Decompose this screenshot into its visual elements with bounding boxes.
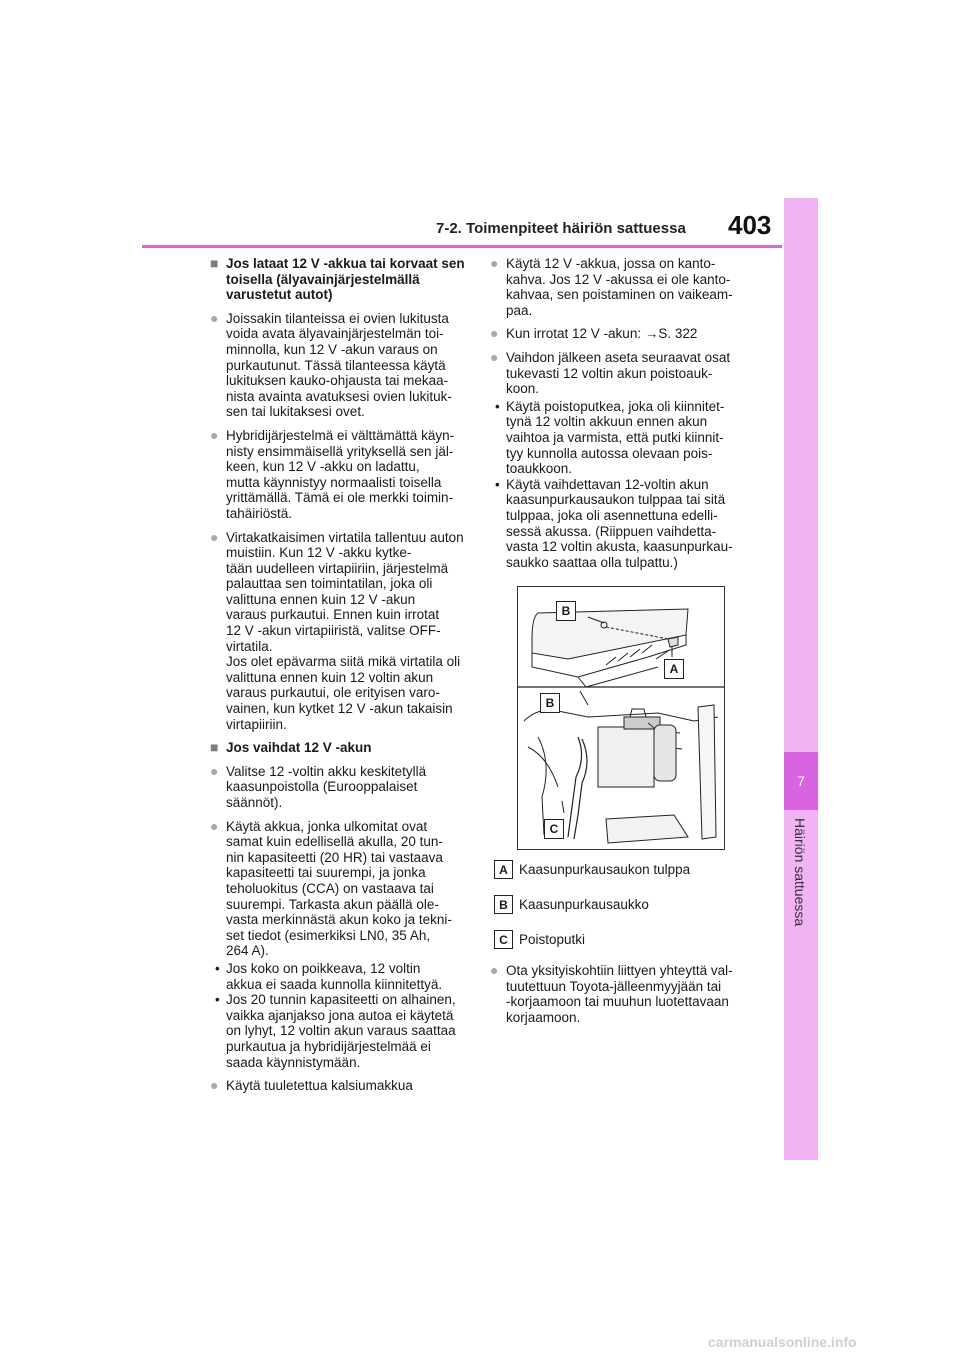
bullet-icon: • [495, 476, 500, 492]
circle-bullet-icon: ● [210, 762, 219, 779]
circle-bullet-icon: ● [210, 528, 219, 545]
paragraph-text: Vaihdon jälkeen aseta seuraavat osat tukevasti 12 voltin akun poistoauk- koon. [506, 349, 731, 397]
paragraph [210, 530, 466, 733]
left-column [210, 256, 466, 1102]
circle-bullet-icon: ● [490, 962, 499, 978]
bullet-icon: • [495, 398, 500, 414]
circle-bullet-icon: ● [490, 348, 499, 365]
bullet-list [210, 961, 466, 1070]
paragraph [210, 819, 466, 959]
circle-bullet-icon: ● [210, 1077, 219, 1094]
heading-text: Jos lataat 12 V -akkua tai korvaat sen toisella (älyavainjärjestelmällä varustetut autot) [226, 256, 465, 303]
list-item-text: Käytä poistoputkea, joka oli kiinnitet- tynä 12 voltin akkuun ennen akun vaihtoa ja varmista, että putki kiinnit- tyy kunnolla autossa olevaan pois- toaukkoon. [506, 398, 725, 477]
paragraph [490, 326, 746, 342]
list-item [210, 992, 466, 1070]
figure-label-b: B [556, 601, 576, 621]
paragraph [490, 256, 746, 318]
list-item-text: Jos koko on poikkeava, 12 voltin akkua ei saada kunnolla kiinnitettyä. [226, 960, 443, 992]
bullet-icon: • [215, 992, 220, 1008]
heading-charging [210, 256, 466, 303]
paragraph-text: Hybridijärjestelmä ei välttämättä käyn- nisty ensimmäisellä yrityksellä sen jäl- keen, kun 12 V -akku on ladattu, mutta käynnistyy normaalisti toisella yrittämällä. Tämä ei ole merkki toimin- tahäiriöstä. [226, 427, 455, 521]
legend-item-b [494, 895, 649, 914]
battery-vent-illustration [517, 586, 725, 850]
legend-item-c [494, 930, 585, 949]
paragraph [210, 1078, 466, 1094]
chapter-title: Häiriön sattuessa [792, 818, 808, 927]
bullet-icon: • [215, 960, 220, 976]
chapter-number: 7 [784, 752, 818, 810]
legend-key: C [494, 930, 513, 949]
legend-item-a [494, 860, 690, 879]
circle-bullet-icon: ● [210, 817, 219, 834]
list-item [490, 477, 746, 571]
circle-bullet-icon: ● [490, 325, 499, 342]
battery-drawing [518, 587, 724, 849]
heading-text: Jos vaihdat 12 V -akun [226, 740, 372, 756]
chapter-side-tab [784, 198, 818, 1160]
paragraph [490, 963, 748, 1025]
figure-label-a: A [664, 659, 684, 679]
legend-text: Kaasunpurkausaukko [519, 897, 649, 912]
paragraph [210, 428, 466, 522]
paragraph [210, 311, 466, 420]
paragraph-text: Käytä 12 V -akkua, jossa on kanto- kahva. Jos 12 V -akussa ei ole kanto- kahvaa, sen poistaminen on vaikeam- paa. [506, 256, 733, 318]
paragraph [210, 764, 466, 811]
right-column [490, 256, 746, 578]
circle-bullet-icon: ● [210, 426, 219, 443]
legend-text: Kaasunpurkausaukon tulppa [519, 862, 691, 877]
paragraph-text: Virtakatkaisimen virtatila tallentuu auton muistiin. Kun 12 V -akku kytke- tään uudelleen virtapiiriin, järjestelmä palauttaa sen toimintatilan, joka oli valittuna ennen kuin 12 V -akun varaus purkautui. Ennen kuin irrotat 12 V -akun virtapiiristä, valitse OFF- virtatila. Jos olet epävarma siitä mikä virtatila oli valittuna ennen kuin 12 voltin akun varaus purkautui, ole erityisen varo- vainen, kun kytket 12 V -akun takaisin virtapiiriin. [226, 529, 464, 732]
paragraph-text: Käytä tuuletettua kalsiumakkua [226, 1078, 413, 1094]
legend-key: B [494, 895, 513, 914]
paragraph-text: Ota yksityiskohtiin liittyen yhteyttä val- tuutettuun Toyota-jälleenmyyjään tai -korjaamoon tai muuhun luotettavaan korjaamoon. [506, 963, 733, 1025]
list-item-text: Jos 20 tunnin kapasiteetti on alhainen, vaikka ajanjakso jona autoa ei käytetä on lyhyt, 12 voltin akun varaus saattaa purkautua ja hybridijärjestelmää ei saada käynnistymään. [226, 992, 456, 1070]
page-number: 403 [728, 210, 772, 240]
list-item [490, 399, 746, 477]
paragraph-text: Kun irrotat 12 V -akun: →S. 322 [506, 326, 698, 342]
list-item [210, 961, 466, 992]
paragraph [490, 350, 746, 397]
section-title: 7-2. Toimenpiteet häiriön sattuessa [436, 220, 686, 237]
footer-watermark: carmanualsonline.info [708, 1334, 857, 1350]
legend-text: Poistoputki [519, 932, 586, 947]
header-rule [142, 245, 782, 248]
figure-label-c: C [544, 819, 564, 839]
contact-dealer-note [490, 963, 748, 1033]
list-item-text: Käytä vaihdettavan 12-voltin akun kaasunpurkausaukon tulppaa tai sitä tulppaa, joka oli asennettuna edelli- sessä akussa. (Riippuen vaihdetta- vasta 12 voltin akusta, kaasunpurkau- saukko saattaa olla tulpattu.) [506, 476, 733, 570]
paragraph-text: Joissakin tilanteissa ei ovien lukitusta voida avata älyavainjärjestelmän toi- minnolla, kun 12 V -akun varaus on purkautunut. Tässä tilanteessa käytä lukituksen kauko-ohjausta tai mekaa- nista avainta avatuksesi ovien lukituk- sen tai lukitaksesi ovet. [226, 310, 452, 420]
heading-replacing [210, 740, 466, 756]
legend-key: A [494, 860, 513, 879]
circle-bullet-icon: ● [210, 309, 219, 326]
paragraph-text: Käytä akkua, jonka ulkomitat ovat samat kuin edellisellä akulla, 20 tun- nin kapasiteetti (20 HR) tai vastaava kapasiteetti tai suurempi, ja jonka teholuokitus (CCA) on vastaava tai suurempi. Tarkasta akun päällä ole- vasta merkinnästä akun koko ja tekni- set tiedot (esimerkiksi LN0, 35 Ah, 264 A). [226, 818, 452, 959]
figure-label-b: B [540, 693, 560, 713]
bullet-list [490, 399, 746, 571]
square-marker-icon: ■ [210, 255, 219, 271]
circle-bullet-icon: ● [490, 255, 499, 271]
paragraph-text: Valitse 12 -voltin akku keskitetyllä kaasunpoistolla (Eurooppalaiset säännöt). [226, 763, 427, 810]
square-marker-icon: ■ [210, 739, 219, 756]
